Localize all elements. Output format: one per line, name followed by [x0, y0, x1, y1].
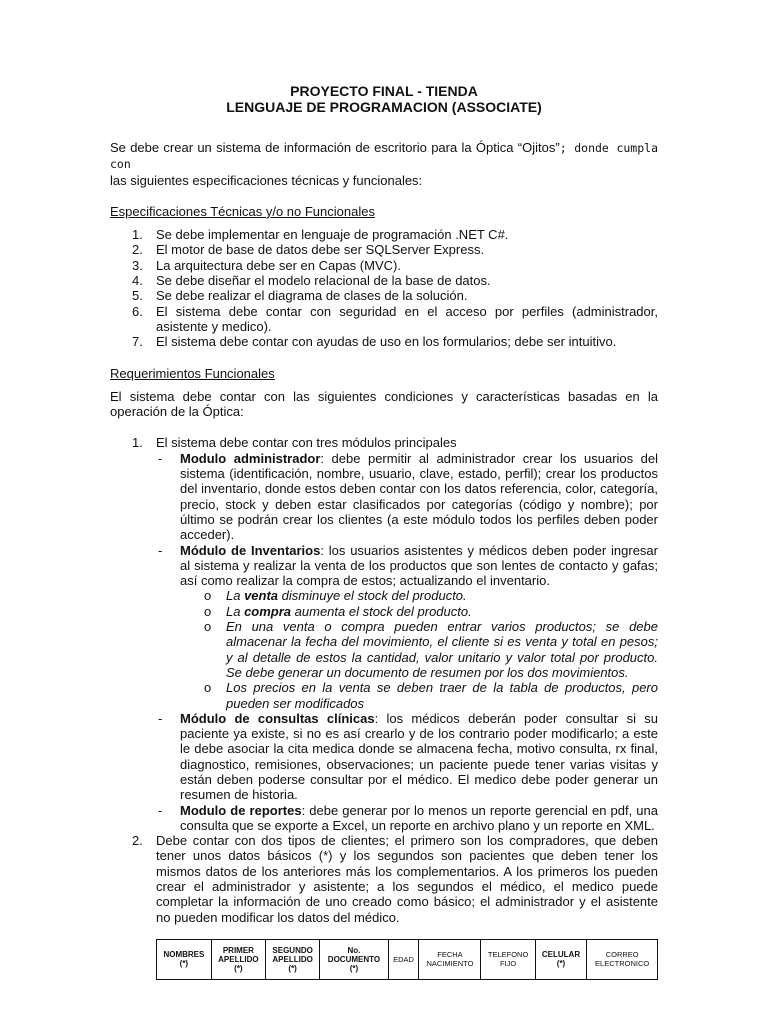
cell-text: (*)	[556, 959, 566, 969]
requirements-list	[110, 435, 658, 925]
sublist-item: o La compra aumenta el stock del producto.	[204, 603, 472, 619]
table-header-cell	[481, 939, 535, 979]
cell-text: No.	[347, 945, 361, 955]
cell-text: TELEFONO	[487, 950, 529, 960]
spec-list	[110, 227, 658, 349]
table-row	[157, 939, 658, 979]
table-header-cell	[157, 939, 212, 979]
spec-item: 4. Se debe diseñar el modelo relacional de la base de datos.	[132, 273, 491, 289]
intro-paragraph	[110, 140, 658, 188]
cell-text: NOMBRES	[163, 950, 205, 960]
cell-text: (*)	[288, 963, 297, 973]
requirements-intro: El sistema debe contar con las siguientes condiciones y características basadas en la operación de la Óptica:	[110, 388, 658, 420]
cell-text: FIJO	[499, 959, 517, 969]
cell-text: EDAD	[393, 954, 414, 964]
table-header-cell	[266, 939, 320, 979]
spec-item: 5. Se debe realizar el diagrama de clases de la solución.	[132, 288, 468, 304]
requirement-item-2: 2. Debe contar con dos tipos de clientes; el primero son los compradores, que deben tener unos datos básicos (*) y los segundos son pacientes que deben tener los mismos datos de los anteriores más los complementarios. A los primeros los pueden crear el administrador y asistente; a los segundos el médico, el medico puede completar la información de uno creado como básico; el administrador y el asistente no pueden modificar los datos del médico.	[132, 833, 658, 925]
cell-text: (*)	[234, 963, 243, 973]
sublist-item: o La venta disminuye el stock del producto.	[204, 588, 467, 604]
cell-text: CORREO	[605, 950, 639, 960]
table-header-cell	[419, 939, 481, 979]
module-inventory: - Módulo de Inventarios: los usuarios asistentes y médicos deben poder ingresar al sistema y realizar la venta de los productos que son lentes de contacto y gafas; así como realizar la compra de estos; actualizando el inventario. o La venta disminuye el stock del producto. o La compra aumenta el stock del producto. o En una venta o compra pueden entrar varios productos; se debe almacenar la fecha del movimiento, el cliente si es venta y total en pesos; y al detalle de estos la cantidad, valor unitario y valor total por producto. Se debe generar un documento de resumen por los dos movimientos. o Los precios en la venta se deben traer de la tabla de productos, pero pueden ser modificados	[158, 542, 658, 711]
spec-item: 1. Se debe implementar en lenguaje de programación .NET C#.	[132, 227, 509, 243]
module-consultations: - Módulo de consultas clínicas: los médicos deberán poder consultar si su paciente ya existe, si no es así crearlo y de los contrario poder modificarlo; a este le debe asociar la cita medica donde se almacena fecha, motivo consulta, rx final, diagnostico, remisiones, observaciones; un paciente puede tener varias visitas y están deben poderse consultar por el médico. El medico debe poder generar un resumen de historia.	[158, 710, 658, 803]
table-header-cell	[388, 939, 419, 979]
spec-heading: Especificaciones Técnicas y/o no Funcionales	[110, 203, 375, 219]
cell-text: ELECTRONICO	[595, 959, 650, 969]
cell-text: PRIMER	[222, 945, 254, 955]
table-header-cell	[535, 939, 587, 979]
cell-text: NACIMIENTO	[426, 959, 474, 969]
modules-list	[156, 451, 658, 833]
module-admin: - Modulo administrador: debe permitir al administrador crear los usuarios del sistema (identificación, nombre, usuario, clave, estado, perfil); crear los productos del inventario, donde estos deben contar con los datos referencia, color, categoría, precio, stock y deben estar clasificados por categorías (código y nombre); por último se podrán crear los clientes (a este módulo todos los perfiles deben poder acceder).	[158, 450, 658, 543]
intro-text-b: ; donde cumpla con	[110, 141, 659, 172]
table-header-cell	[587, 939, 658, 979]
cell-text: APELLIDO	[272, 954, 313, 964]
spec-item: 2. El motor de base de datos debe ser SQLServer Express.	[132, 242, 485, 258]
title-line-1: PROYECTO FINAL - TIENDA	[290, 83, 478, 99]
cell-text: (*)	[349, 963, 359, 973]
cell-text: SEGUNDO	[272, 945, 313, 955]
intro-text-a: Se debe crear un sistema de información de escritorio para la Óptica “Ojitos”	[110, 140, 560, 155]
client-fields-table	[156, 939, 658, 980]
intro-text-c: las siguientes especificaciones técnicas y funcionales:	[110, 172, 423, 188]
requirement-item-1: 1. El sistema debe contar con tres módulos principales - Modulo administrador: debe permitir al administrador crear los usuarios del sistema (identificación, nombre, usuario, clave, estado, perfil); crear los productos del inventario, donde estos deben contar con los datos referencia, color, categoría, precio, stock y deben estar clasificados por categorías (código y nombre); por último se podrán crear los clientes (a este módulo todos los perfiles deben poder acceder). - Módulo de Inventarios: los usuarios asistentes y médicos deben poder ingresar al sistema y realizar la venta de los productos que son lentes de contacto y gafas; así como realizar la compra de estos; actualizando el inventario. o La venta disminuye el stock del producto. o La compra aumenta el stock del producto. o En una venta o compra pueden entrar varios productos; se debe almacenar la fecha del movimiento, el cliente si es venta y total en pesos; y al detalle de estos la cantidad, valor unitario y valor total por producto. Se debe generar un documento de resumen por los dos movimientos. o Los precios en la venta se deben traer de la tabla de productos, pero pueden ser modificados - Módulo de consultas clínicas: los médicos deberán poder consultar si su paciente ya existe, si no es así crearlo y de los contrario poder modificarlo; a este le debe asociar la cita medica donde se almacena fecha, motivo consulta, rx final, diagnostico, remisiones, observaciones; un paciente puede tener varias visitas y están deben poderse consultar por el médico. El medico debe poder generar un resumen de historia. - Modulo de reportes: debe generar por lo menos un reporte gerencial en pdf, una consulta que se exporte a Excel, un reporte en archivo plano y un reporte en XML.	[132, 435, 658, 833]
table-header-cell	[211, 939, 265, 979]
cell-text: (*)	[179, 959, 189, 969]
requirements-heading: Requerimientos Funcionales	[110, 365, 275, 381]
cell-text: DOCUMENTO	[327, 954, 381, 964]
cell-text: APELLIDO	[218, 954, 259, 964]
module-reports: - Modulo de reportes: debe generar por lo menos un reporte gerencial en pdf, una consulta que se exporte a Excel, un reporte en archivo plano y un reporte en XML.	[158, 802, 658, 833]
spec-item: 3. La arquitectura debe ser en Capas (MVC).	[132, 257, 401, 273]
sublist-item: o Los precios en la venta se deben traer de la tabla de productos, pero pueden ser modificados	[204, 680, 658, 711]
cell-text: FECHA	[437, 950, 463, 960]
cell-text: CELULAR	[541, 950, 581, 960]
sublist-item: o En una venta o compra pueden entrar varios productos; se debe almacenar la fecha del movimiento, el cliente si es venta y total en pesos; y al detalle de estos la cantidad, valor unitario y valor total por producto. Se debe generar un documento de resumen por los dos movimientos.	[204, 619, 658, 680]
title-line-2: LENGUAJE DE PROGRAMACION (ASSOCIATE)	[226, 99, 542, 115]
inventory-sublist	[180, 588, 658, 710]
spec-item: 7. El sistema debe contar con ayudas de uso en los formularios; debe ser intuitivo.	[132, 334, 617, 350]
spec-item: 6. El sistema debe contar con seguridad en el acceso por perfiles (administrador, asistente y medico).	[132, 303, 658, 334]
table-header-cell	[320, 939, 388, 979]
